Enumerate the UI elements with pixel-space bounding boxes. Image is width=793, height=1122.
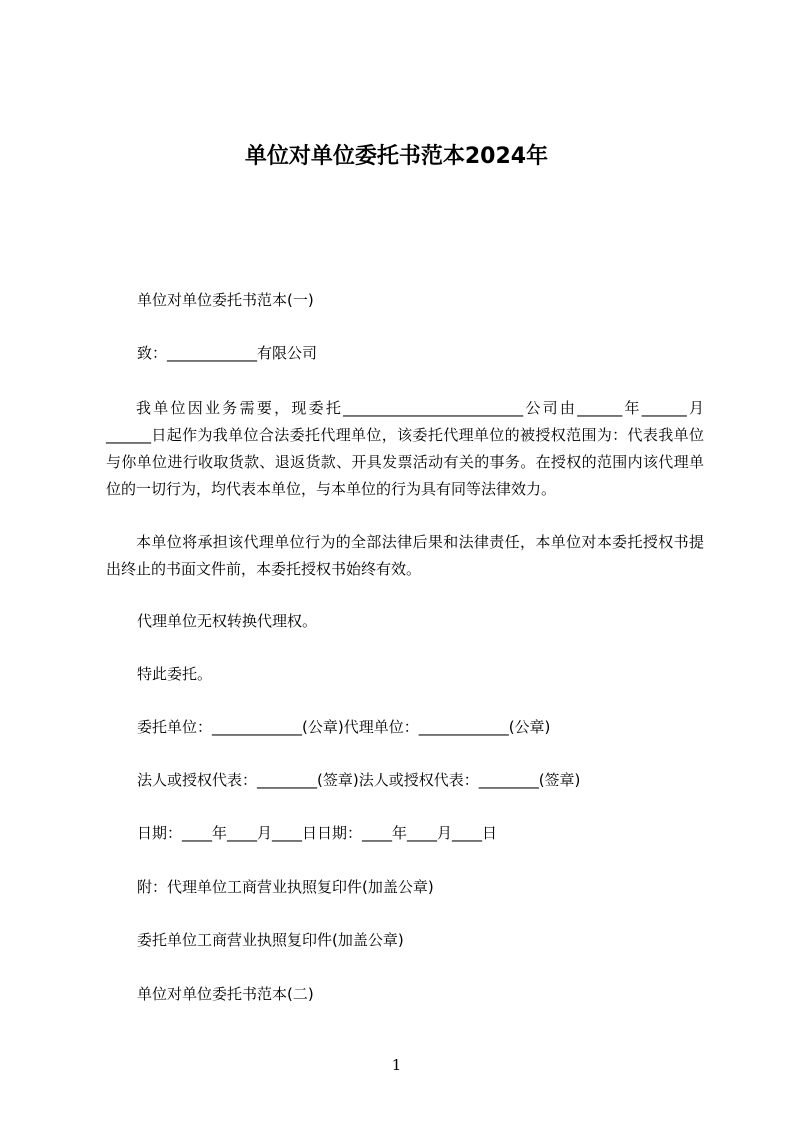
addressee-line: 致：____________有限公司 [137,344,318,362]
no-transfer-line: 代理单位无权转换代理权。 [137,612,318,630]
body-paragraph-two: 本单位将承担该代理单位行为的全部法律后果和法律责任，本单位对本委托授权书提出终止的书面文件前，本委托授权书始终有效。 [106,533,704,578]
page-number: 1 [391,1056,402,1074]
section-heading-two: 单位对单位委托书范本(二) [137,985,314,1003]
section-heading-one: 单位对单位委托书范本(一) [137,291,314,309]
legal-representative-line: 法人或授权代表：________(签章)法人或授权代表：________(签章) [137,771,581,789]
document-title: 单位对单位委托书范本2024年 [244,144,549,169]
body-paragraph-one: 我单位因业务需要，现委托________________________公司由______年______月______日起作为我单位合法委托代理单位，该委托代理单位的被授权范围为：代表我单位与你单位进行收取货款、退返货款、开具发票活动有关的事务。在授权的范围内该代理单位的一切行为，均代表本单位，与本单位的行为具有同等法律效力。 [106,399,704,498]
units-signature-line: 委托单位：____________(公章)代理单位：____________(公章) [137,718,551,736]
attachment-line-two: 委托单位工商营业执照复印件(加盖公章) [137,931,404,949]
special-entrust-line: 特此委托。 [137,665,213,683]
date-line: 日期：____年____月____日日期：____年____月____日 [137,824,498,842]
attachment-line-one: 附：代理单位工商营业执照复印件(加盖公章) [137,878,434,896]
